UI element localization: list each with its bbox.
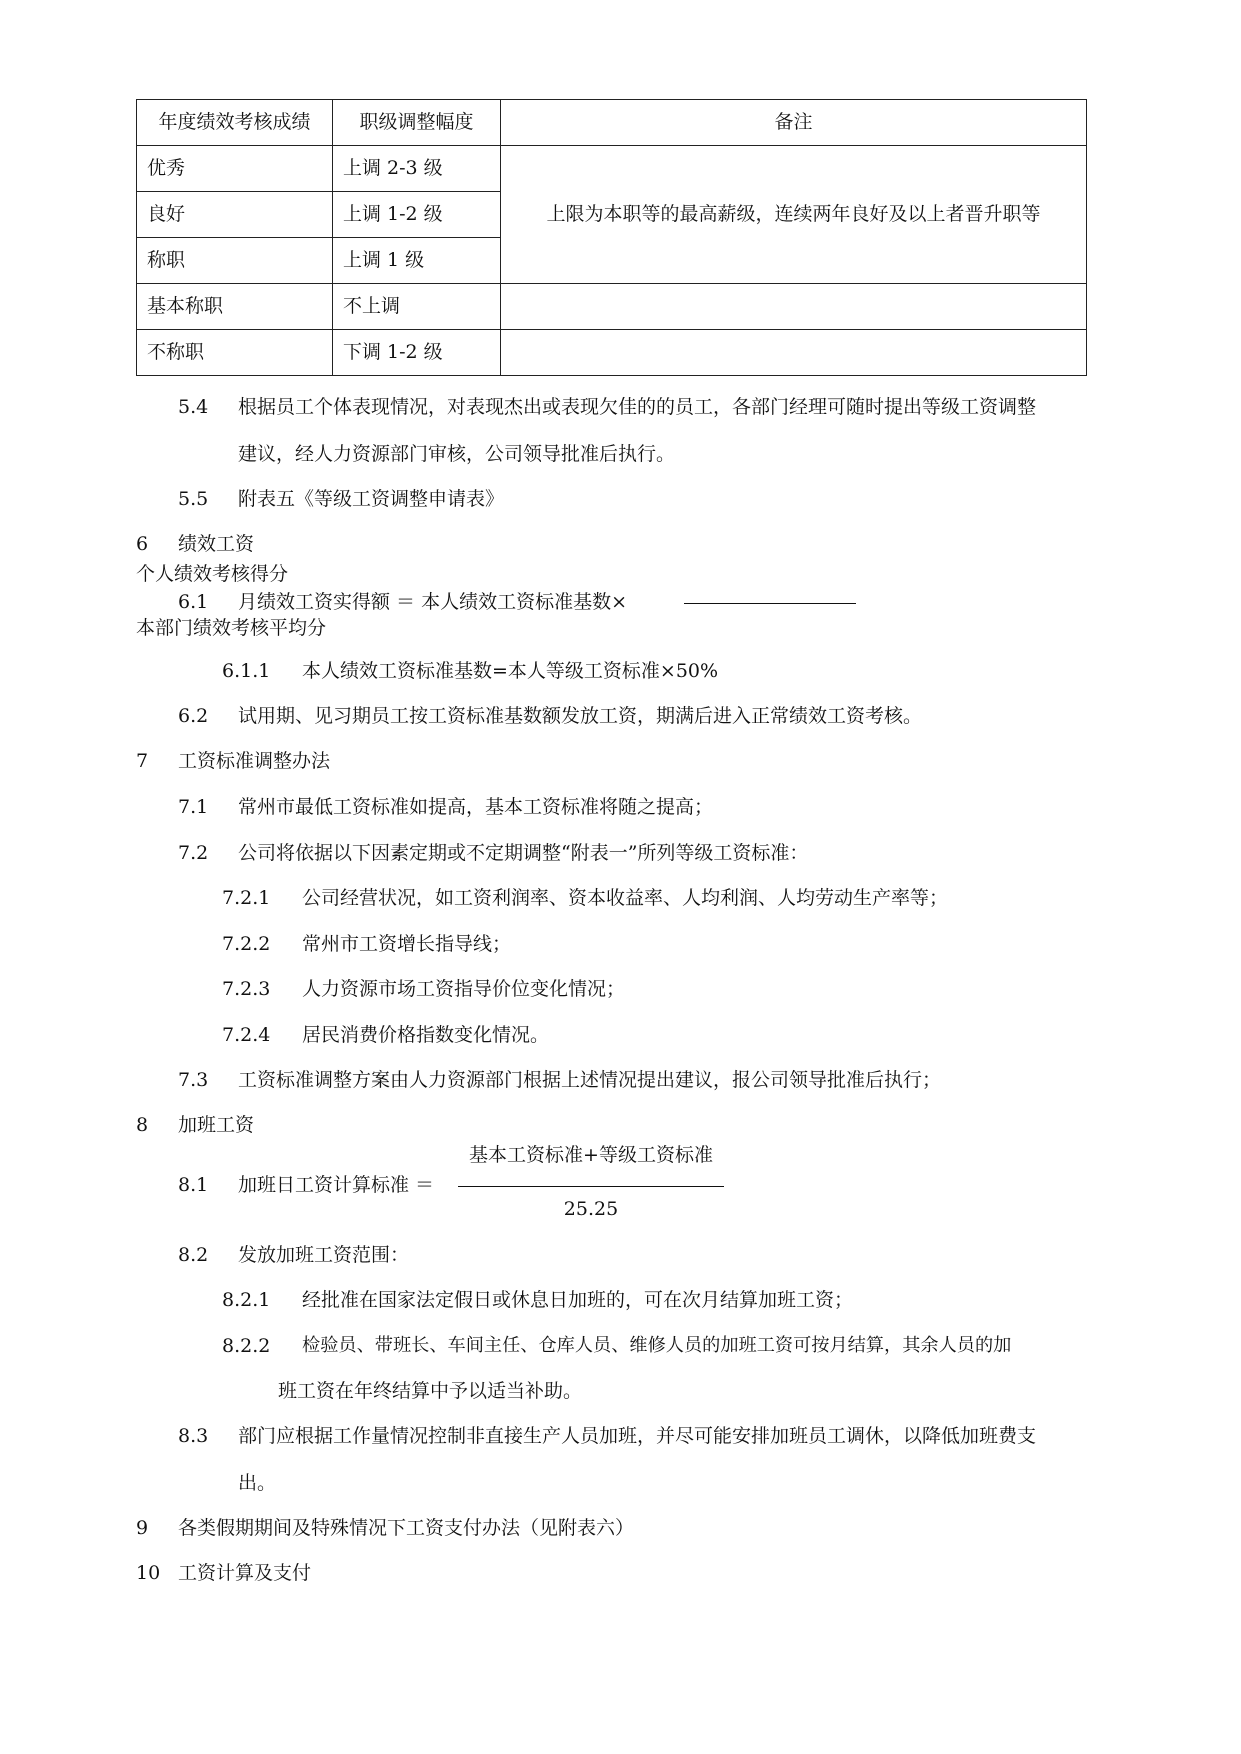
- clause-text: 居民消费价格指数变化情况。: [302, 1024, 550, 1046]
- clause-number: 7.2.4: [222, 1024, 271, 1046]
- clause-text: 检验员、带班长、车间主任、仓库人员、维修人员的加班工资可按月结算，其余人员的加: [302, 1335, 1012, 1356]
- grade-cell: 良好: [137, 192, 333, 238]
- clause-text: 发放加班工资范围：: [238, 1244, 410, 1266]
- clause-text: 人力资源市场工资指导价位变化情况；: [302, 978, 626, 1000]
- clause-text: 常州市工资增长指导线；: [302, 933, 512, 955]
- section-number: 6: [136, 533, 149, 555]
- overtime-formula-numerator: 基本工资标准+等级工资标准: [469, 1144, 713, 1166]
- header-remark: 备注: [501, 100, 1087, 146]
- section-title: 工资计算及支付: [178, 1562, 312, 1584]
- clause-text: 工资标准调整方案由人力资源部门根据上述情况提出建议，报公司领导批准后执行；: [238, 1069, 942, 1091]
- clause-text: 加班日工资计算标准 ＝: [238, 1174, 435, 1196]
- remark-cell: 上限为本职等的最高薪级，连续两年良好及以上者晋升职等: [501, 146, 1087, 284]
- clause-8-2-2-continuation: 班工资在年终结算中予以适当补助。: [278, 1380, 583, 1402]
- empty-remark-cell: [501, 284, 1087, 330]
- adjust-cell: 下调 1-2 级: [333, 330, 501, 376]
- clause-text: 经批准在国家法定假日或休息日加班的，可在次月结算加班工资；: [302, 1289, 854, 1311]
- clause-number: 5.5: [178, 488, 209, 510]
- clause-text: 常州市最低工资标准如提高，基本工资标准将随之提高；: [238, 796, 714, 818]
- grade-cell: 基本称职: [137, 284, 333, 330]
- header-level-adjustment: 职级调整幅度: [333, 100, 501, 146]
- clause-text: 部门应根据工作量情况控制非直接生产人员加班，并尽可能安排加班员工调休，以降低加班费支: [238, 1425, 1037, 1447]
- clause-number: 6.1: [178, 591, 209, 613]
- formula-denominator: 本部门绩效考核平均分: [136, 617, 327, 639]
- clause-number: 8.2: [178, 1244, 209, 1266]
- clause-text: 月绩效工资实得额 ＝ 本人绩效工资标准基数×: [238, 591, 628, 613]
- clause-text: 公司将依据以下因素定期或不定期调整“附表一”所列等级工资标准：: [238, 842, 809, 864]
- clause-number: 8.1: [178, 1174, 209, 1196]
- empty-remark-cell: [501, 330, 1087, 376]
- clause-8-3-continuation: 出。: [238, 1472, 277, 1494]
- grade-cell: 优秀: [137, 146, 333, 192]
- clause-number: 6.1.1: [222, 660, 271, 682]
- fraction-bar: [458, 1186, 724, 1187]
- overtime-formula-denominator: 25.25: [563, 1198, 619, 1220]
- section-number: 10: [136, 1562, 161, 1584]
- clause-number: 7.2.2: [222, 933, 271, 955]
- section-number: 7: [136, 750, 149, 772]
- clause-text: 试用期、见习期员工按工资标准基数额发放工资，期满后进入正常绩效工资考核。: [238, 705, 923, 727]
- adjust-cell: 上调 1 级: [333, 238, 501, 284]
- adjust-cell: 上调 1-2 级: [333, 192, 501, 238]
- section-title: 加班工资: [178, 1114, 255, 1136]
- section-title: 工资标准调整办法: [178, 750, 331, 772]
- clause-text: 公司经营状况，如工资利润率、资本收益率、人均利润、人均劳动生产率等；: [302, 887, 949, 909]
- section-title: 绩效工资: [178, 533, 255, 555]
- clause-number: 7.1: [178, 796, 209, 818]
- formula-numerator: 个人绩效考核得分: [136, 563, 289, 585]
- clause-number: 8.2.2: [222, 1335, 271, 1357]
- section-title: 各类假期期间及特殊情况下工资支付办法（见附表六）: [178, 1517, 635, 1539]
- header-annual-performance: 年度绩效考核成绩: [137, 100, 333, 146]
- clause-number: 7.2.1: [222, 887, 271, 909]
- clause-text: 附表五《等级工资调整申请表》: [238, 488, 505, 510]
- fraction-bar: [684, 603, 856, 604]
- grade-cell: 不称职: [137, 330, 333, 376]
- table-row: [137, 284, 1087, 330]
- clause-number: 8.2.1: [222, 1289, 271, 1311]
- clause-number: 7.2.3: [222, 978, 271, 1000]
- clause-number: 7.2: [178, 842, 209, 864]
- section-number: 9: [136, 1517, 149, 1539]
- clause-text: 根据员工个体表现情况，对表现杰出或表现欠佳的的员工，各部门经理可随时提出等级工资调整: [238, 396, 1037, 418]
- grade-adjustment-table: [136, 99, 1087, 376]
- table-row: [137, 146, 1087, 192]
- table-header-row: [137, 100, 1087, 146]
- adjust-cell: 上调 2-3 级: [333, 146, 501, 192]
- clause-number: 7.3: [178, 1069, 209, 1091]
- clause-text: 本人绩效工资标准基数=本人等级工资标准×50%: [302, 660, 719, 682]
- table-row: [137, 330, 1087, 376]
- clause-5-4-continuation: 建议，经人力资源部门审核，公司领导批准后执行。: [238, 443, 676, 465]
- clause-number: 5.4: [178, 396, 209, 418]
- section-number: 8: [136, 1114, 149, 1136]
- clause-number: 8.3: [178, 1425, 209, 1447]
- grade-cell: 称职: [137, 238, 333, 284]
- clause-number: 6.2: [178, 705, 209, 727]
- adjust-cell: 不上调: [333, 284, 501, 330]
